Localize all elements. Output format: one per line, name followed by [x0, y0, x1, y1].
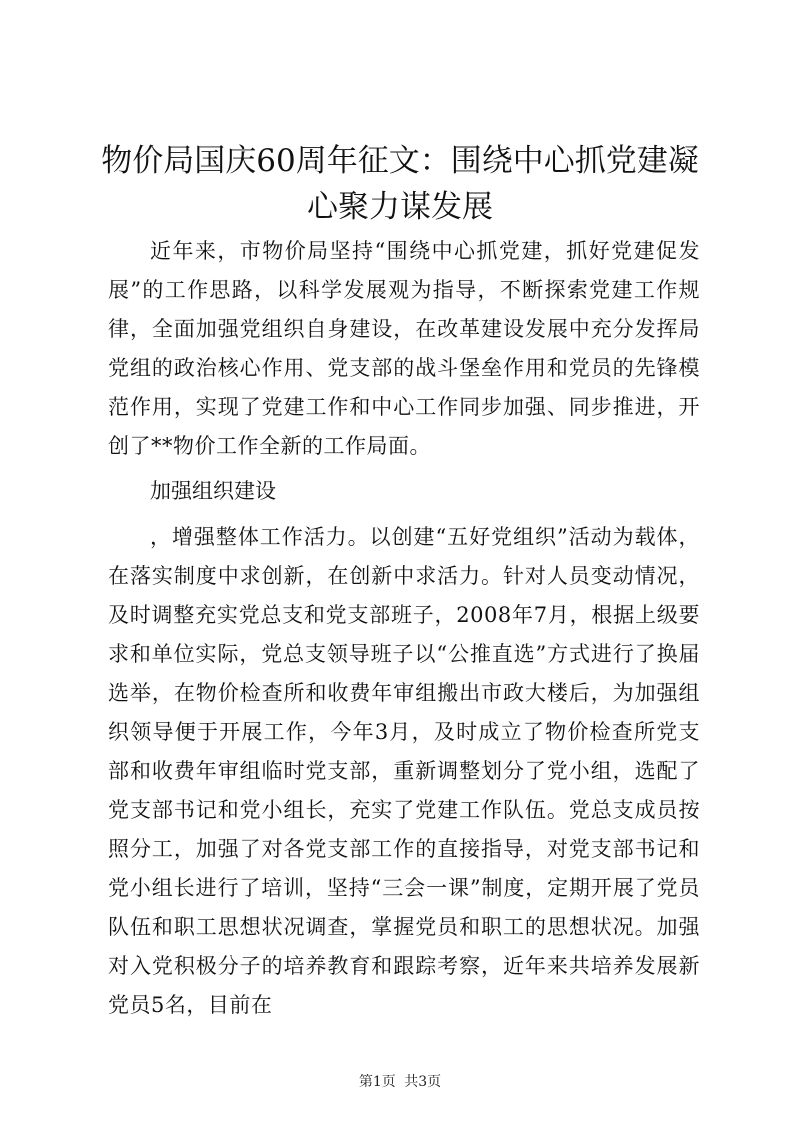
document-title: 物价局国庆60周年征文：围绕中心抓党建凝心聚力谋发展 [101, 143, 699, 225]
section-heading: 加强组织建设 [150, 479, 276, 503]
page-footer [0, 1072, 800, 1092]
document-body [108, 232, 700, 1025]
page-total: 共3页 [404, 1074, 442, 1090]
section-paragraph: ，增强整体工作活力。以创建“五好党组织”活动为载体，在落实制度中求创新，在创新中求活力。针对人员变动情况，及时调整充实党总支和党支部班子，2008年7月，根据上级要求和单位实际，党总支领导班子以“公推直选”方式进行了换届选举，在物价检查所和收费年审组搬出市政大楼后，为加强组织领导便于开展工作，今年3月，及时成立了物价检查所党支部和收费年审组临时党支部，重新调整划分了党小组，选配了党支部书记和党小组长，充实了党建工作队伍。党总支成员按照分工，加强了对各党支部工作的直接指导，对党支部书记和党小组长进行了培训，坚持“三会一课”制度，定期开展了党员队伍和职工思想状况调查，掌握党员和职工的思想状况。加强对入党积极分子的培养教育和跟踪考察，近年来共培养发展新党员5名，目前在 [108, 525, 700, 1017]
intro-paragraph: 近年来，市物价局坚持“围绕中心抓党建，抓好党建促发展”的工作思路，以科学发展观为指导，不断探索党建工作规律，全面加强党组织自身建设，在改革建设发展中充分发挥局党组的政治核心作用、党支部的战斗堡垒作用和党员的先锋模范作用，实现了党建工作和中心工作同步加强、同步推进，开创了**物价工作全新的工作局面。 [108, 239, 700, 458]
page-number: 第1页 [358, 1074, 396, 1090]
